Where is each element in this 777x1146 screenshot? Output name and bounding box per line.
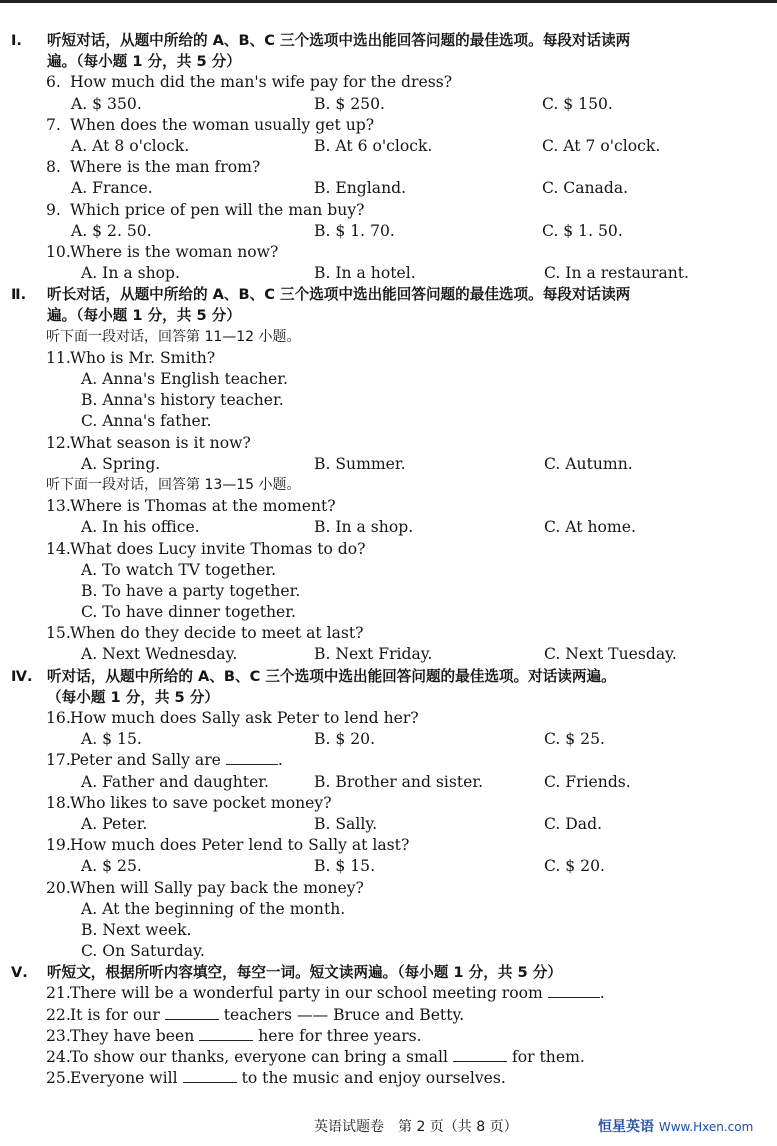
question-20: 20.When will Sally pay back the money? (46, 878, 364, 897)
exam-page (0, 30, 777, 1089)
options-18: A. Peter. B. Sally. C. Dad. (81, 814, 603, 833)
answer-blank-25[interactable] (183, 1068, 237, 1083)
options-10: A. In a shop. B. In a hotel. C. In a restaurant. (81, 264, 690, 283)
option-14-b: B. To have a party together. (81, 581, 301, 600)
section-4-heading: Ⅳ. 听对话，从题中所给的 A、B、C 三个选项中选出能回答问题的最佳选项。对话读两遍。 (0, 666, 777, 687)
answer-blank-23[interactable] (199, 1026, 253, 1041)
option-11-a: A. Anna's English teacher. (81, 370, 288, 388)
options-7: A. At 8 o'clock. B. At 6 o'clock. C. At 7 o'clock. (71, 136, 661, 155)
question-12: 12.What season is it now? (46, 433, 251, 452)
section-5-numeral: Ⅴ. (11, 964, 28, 982)
section-2-numeral: Ⅱ. (11, 286, 27, 304)
question-13: 13.Where is Thomas at the moment? (46, 497, 336, 516)
question-14: 14.What does Lucy invite Thomas to do? (46, 539, 366, 558)
question-24: 24.To show our thanks, everyone can bring a small for them. (46, 1048, 585, 1066)
options-8: A. France. B. England. C. Canada. (71, 179, 629, 198)
question-10: 10.Where is the woman now? (46, 242, 279, 261)
question-15: 15.When do they decide to meet at last? (46, 624, 364, 643)
question-8: 8. Where is the man from? (46, 158, 261, 177)
question-18: 18.Who likes to save pocket money? (46, 793, 332, 812)
option-11-b: B. Anna's history teacher. (81, 391, 284, 410)
question-7: 7. When does the woman usually get up? (46, 115, 375, 134)
options-19: A. $ 25. B. $ 15. C. $ 20. (81, 857, 605, 876)
question-11: 11.Who is Mr. Smith? (46, 348, 216, 367)
question-23: 23.They have been here for three years. (46, 1026, 422, 1045)
options-16: A. $ 15. B. $ 20. C. $ 25. (81, 730, 605, 749)
question-16: 16.How much does Sally ask Peter to lend her? (46, 709, 419, 727)
options-15: A. Next Wednesday. B. Next Friday. C. Next Tuesday. (81, 645, 677, 664)
options-6: A. $ 350. B. $ 250. C. $ 150. (71, 94, 613, 113)
page-number: 英语试题卷 第 2 页（共 8 页） (314, 1119, 518, 1135)
options-13: A. In his office. B. In a shop. C. At home. (81, 518, 636, 537)
options-12: A. Spring. B. Summer. C. Autumn. (81, 454, 633, 473)
answer-blank-17[interactable] (226, 750, 278, 765)
options-9: A. $ 2. 50. B. $ 1. 70. C. $ 1. 50. (71, 221, 623, 240)
question-21: 21.There will be a wonderful party in our school meeting room . (46, 984, 605, 1003)
subheading-11-12: 听下面一段对话，回答第 11—12 小题。 (46, 328, 301, 345)
section-4-numeral: Ⅳ. (11, 667, 33, 685)
section-1-heading: Ⅰ. 听短对话，从题中所给的 A、B、C 三个选项中选出能回答问题的最佳选项。每段对话读两 (0, 30, 777, 51)
option-14-a: A. To watch TV together. (81, 560, 277, 579)
question-6: 6. How much did the man's wife pay for the dress? (46, 73, 453, 92)
section-2-heading-cont: 遍。（每小题 1 分，共 5 分） (47, 307, 241, 325)
question-9: 9. Which price of pen will the man buy? (46, 200, 365, 219)
answer-blank-21[interactable] (548, 983, 600, 998)
section-1-numeral: Ⅰ. (11, 32, 22, 49)
section-2-heading: Ⅱ. 听长对话，从题中所给的 A、B、C 三个选项中选出能回答问题的最佳选项。每段对话读两 (0, 284, 777, 305)
question-17: 17.Peter and Sally are . (46, 751, 283, 770)
option-11-c: C. Anna's father. (81, 412, 212, 431)
question-22: 22.It is for our teachers —— Bruce and Betty. (46, 1005, 465, 1024)
top-rule (0, 0, 777, 3)
answer-blank-24[interactable] (453, 1047, 507, 1062)
option-20-a: A. At the beginning of the month. (81, 899, 346, 918)
section-1-heading-cont: 遍。（每小题 1 分，共 5 分） (47, 53, 241, 71)
watermark: 恒星英语 Www.Hxen.com (598, 1119, 754, 1135)
option-14-c: C. To have dinner together. (81, 603, 296, 622)
question-25: 25.Everyone will to the music and enjoy ourselves. (46, 1069, 506, 1088)
question-19: 19.How much does Peter lend to Sally at last? (46, 836, 410, 855)
answer-blank-22[interactable] (165, 1005, 219, 1020)
page-footer (0, 1112, 777, 1140)
section-5-heading: Ⅴ. 听短文，根据所听内容填空，每空一词。短文读两遍。（每小题 1 分，共 5 分） (0, 962, 777, 983)
option-20-c: C. On Saturday. (81, 942, 205, 961)
option-20-b: B. Next week. (81, 920, 192, 939)
section-4-heading-cont: （每小题 1 分，共 5 分） (47, 688, 219, 706)
options-17: A. Father and daughter. B. Brother and sister. C. Friends. (81, 772, 631, 791)
subheading-13-15: 听下面一段对话，回答第 13—15 小题。 (46, 476, 301, 493)
